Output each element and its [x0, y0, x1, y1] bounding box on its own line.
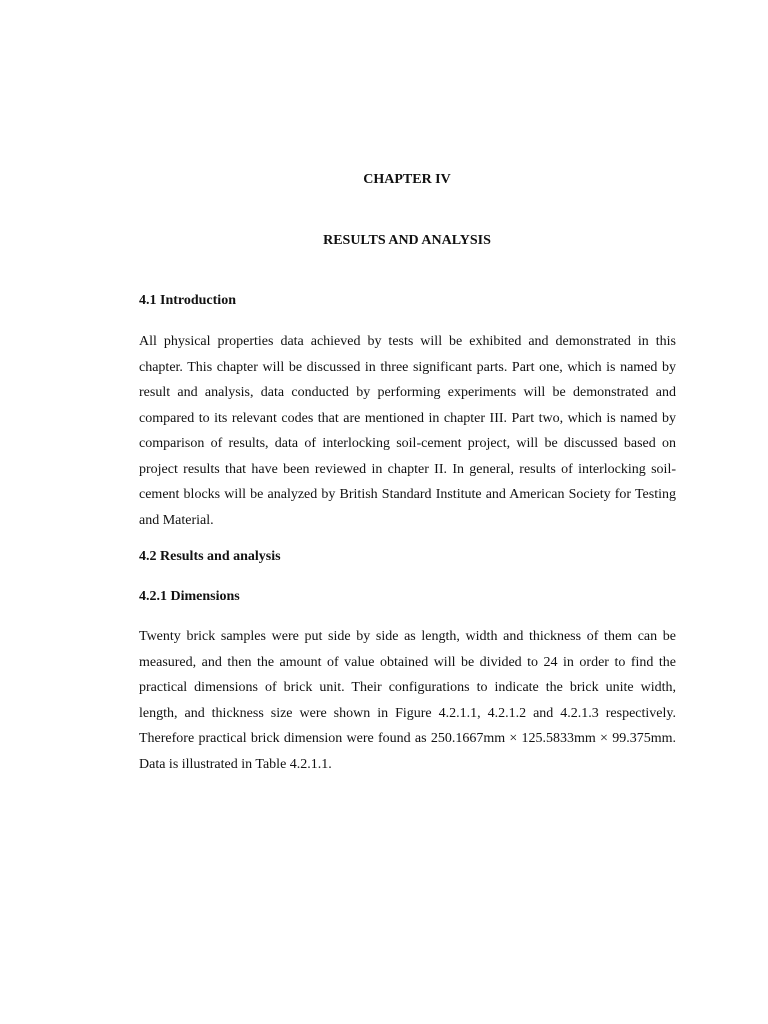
chapter-title: RESULTS AND ANALYSIS — [323, 233, 491, 248]
section-heading-results-and-analysis: 4.2 Results and analysis — [139, 549, 281, 564]
introduction-paragraph: All physical properties data achieved by tests will be exhibited and demonstrated in this chapter. This chapter will be discussed in three significant parts. Part one, which is named by result and analysis, data conducted by performing experiments will be demonstrated and compared to its relevant codes that are mentioned in chapter III. Part two, which is named by comparison of results, data of interlocking soil-cement project, will be discussed based on project results that have been reviewed in chapter II. In general, results of interlocking soil-cement blocks will be analyzed by British Standard Institute and American Society for Testing and Material. — [139, 334, 676, 528]
chapter-label: CHAPTER IV — [363, 172, 451, 187]
dimensions-paragraph: Twenty brick samples were put side by side as length, width and thickness of them can be measured, and then the amount of value obtained will be divided to 24 in order to find the practical dimensions of brick unit. Their configurations to indicate the brick unite width, length, and thickness size were shown in Figure 4.2.1.1, 4.2.1.2 and 4.2.1.3 respectively. Therefore practical brick dimension were found as 250.1667mm × 125.5833mm × 99.375mm. Data is illustrated in Table 4.2.1.1. — [139, 629, 676, 772]
subsection-heading-dimensions: 4.2.1 Dimensions — [139, 589, 240, 604]
section-heading-introduction: 4.1 Introduction — [139, 293, 236, 308]
